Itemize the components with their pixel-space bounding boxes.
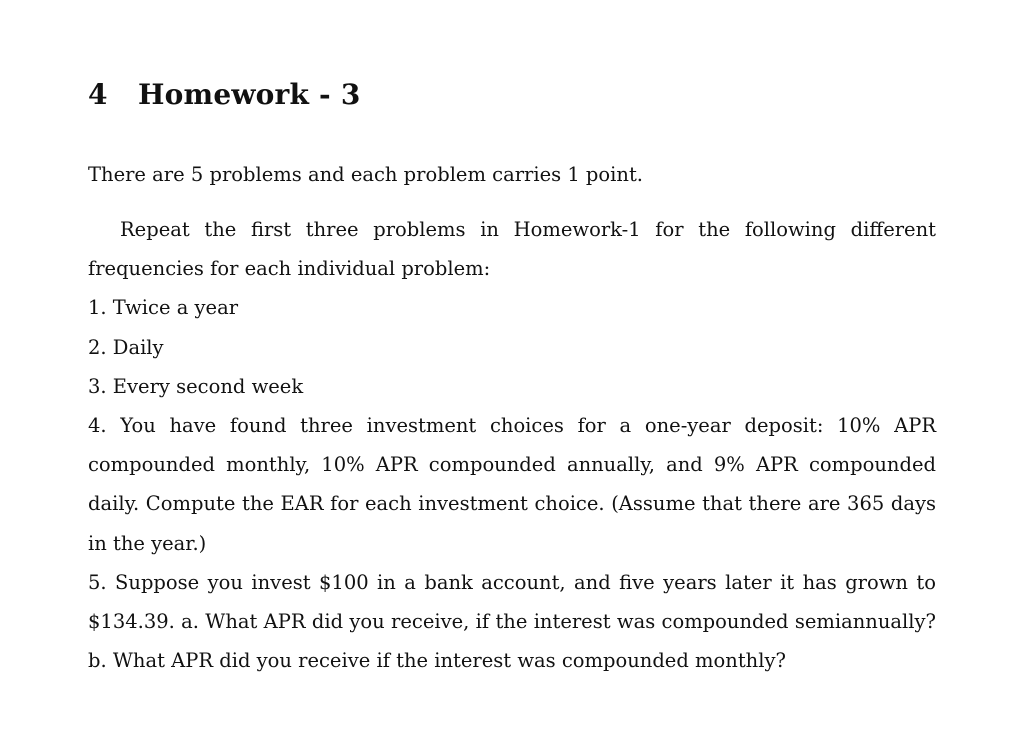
section-number: 4 [88, 78, 108, 111]
intro-text: There are 5 problems and each problem carries 1 point. [88, 163, 643, 186]
section-title: Homework - 3 [138, 78, 361, 111]
homework-body [88, 210, 936, 680]
problem-item-3: 3. Every second week [88, 374, 304, 398]
problem-item-5: 5. Suppose you invest $100 in a bank account, and five years later it has grown to $134.39. a. What APR did you receive, if the interest was compounded semiannually? b. What APR did you receive if the interest was compounded monthly? [88, 570, 936, 673]
problem-item-4: 4. You have found three investment choices for a one-year deposit: 10% APR compounded monthly, 10% APR compounded annually, and 9% APR compounded daily. Compute the EAR for each investment choice. (Assume that there are 365 days in the year.) [88, 414, 936, 555]
problem-item-1: 1. Twice a year [88, 296, 239, 320]
problem-item-2: 2. Daily [88, 335, 164, 359]
instruction-paragraph: Repeat the first three problems in Homework-1 for the following different frequencies for each individual problem: [88, 218, 936, 281]
section-heading [88, 78, 361, 111]
